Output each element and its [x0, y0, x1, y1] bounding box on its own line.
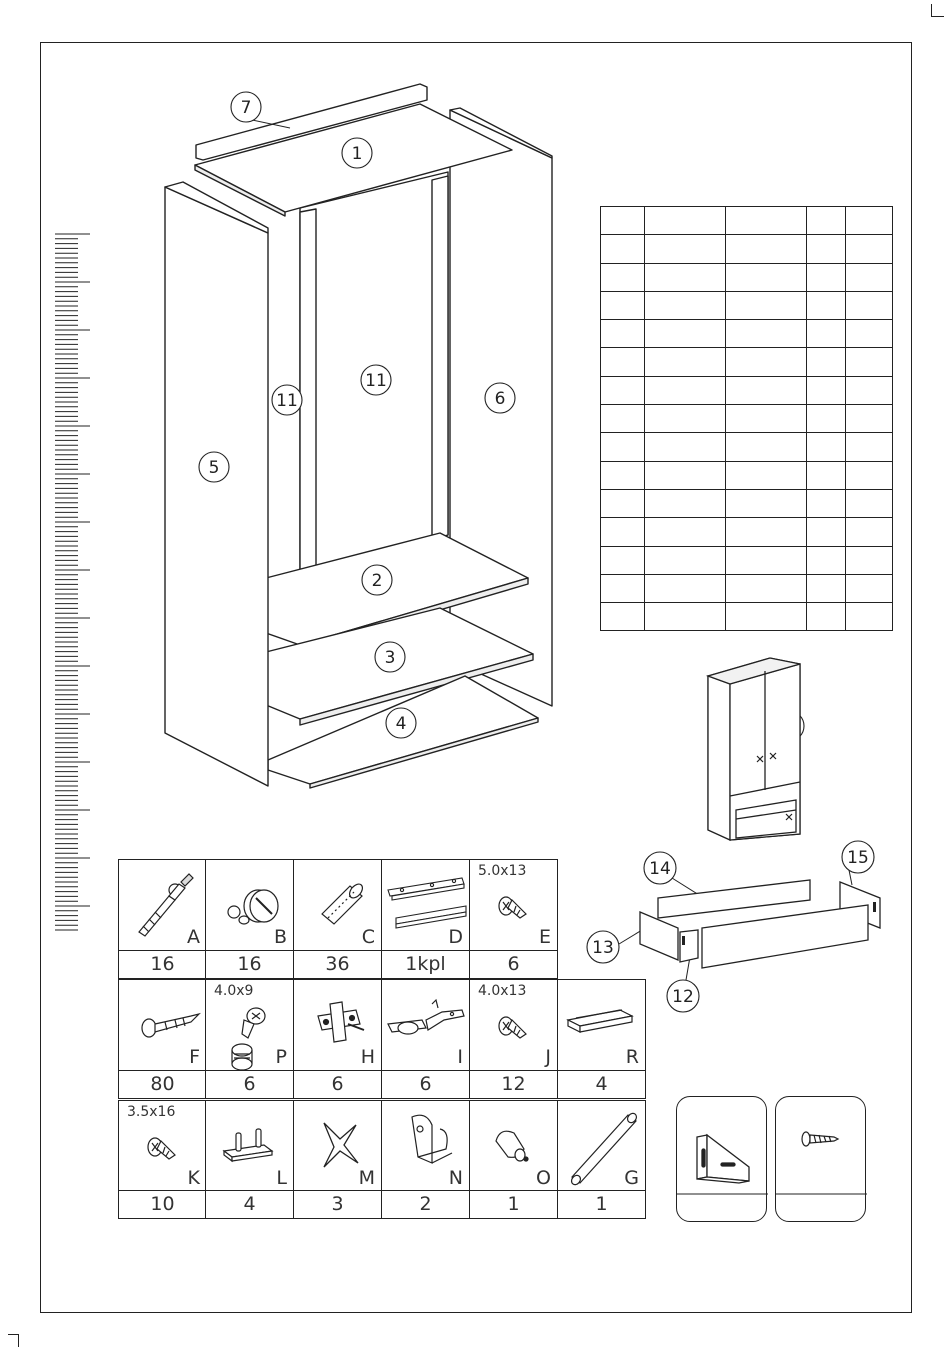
hardware-quantity: 12	[469, 1070, 558, 1099]
hardware-letter: O	[536, 1167, 551, 1189]
table-row	[601, 348, 893, 376]
label-12: 12	[672, 987, 694, 1007]
table-row	[601, 603, 893, 631]
hardware-quantity: 4	[557, 1070, 646, 1099]
table-row	[601, 461, 893, 489]
table-cell	[807, 518, 846, 546]
table-cell	[726, 518, 807, 546]
table-cell	[726, 405, 807, 433]
hardware-letter: F	[189, 1046, 200, 1068]
table-cell	[645, 433, 726, 461]
hardware-letter: H	[360, 1046, 375, 1068]
label-4: 4	[395, 714, 407, 734]
table-cell	[645, 574, 726, 602]
hardware-spec: 3.5x16	[127, 1104, 176, 1120]
hardware-cell-r	[557, 979, 646, 1071]
table-cell	[601, 291, 645, 319]
table-row	[601, 263, 893, 291]
table-cell	[807, 546, 846, 574]
table-cell	[846, 574, 893, 602]
label-5: 5	[208, 458, 220, 478]
hardware-quantity: 1	[469, 1190, 558, 1219]
table-cell	[645, 518, 726, 546]
table-cell	[726, 320, 807, 348]
hardware-quantity: 16	[118, 950, 207, 979]
table-cell	[846, 405, 893, 433]
table-cell	[726, 603, 807, 631]
table-cell	[726, 489, 807, 517]
hardware-letter: E	[538, 926, 551, 948]
table-row	[601, 291, 893, 319]
table-cell	[601, 433, 645, 461]
hardware-cell-p	[205, 979, 294, 1071]
table-cell	[601, 320, 645, 348]
table-cell	[846, 376, 893, 404]
table-cell	[726, 291, 807, 319]
assembled-wardrobe-view	[700, 650, 810, 850]
table-cell	[601, 603, 645, 631]
table-row	[601, 433, 893, 461]
drawer-front-10	[702, 905, 868, 968]
table-cell	[645, 235, 726, 263]
table-cell	[807, 405, 846, 433]
hardware-quantity: 6	[205, 1070, 294, 1099]
table-cell	[807, 461, 846, 489]
table-row	[601, 376, 893, 404]
label-7: 7	[240, 98, 252, 118]
label-11-center: 11	[365, 371, 387, 391]
table-cell	[846, 489, 893, 517]
hardware-letter: B	[273, 926, 287, 948]
hardware-quantity: 6	[381, 1070, 470, 1099]
table-cell	[645, 320, 726, 348]
label-13: 13	[592, 938, 614, 958]
panel-13	[640, 912, 678, 960]
table-cell	[726, 546, 807, 574]
table-cell	[726, 263, 807, 291]
table-row	[601, 546, 893, 574]
hardware-cell-k	[118, 1100, 207, 1192]
hardware-letter: L	[276, 1167, 287, 1189]
table-cell	[645, 405, 726, 433]
table-row	[601, 518, 893, 546]
hardware-cell-i	[381, 979, 470, 1071]
hardware-cell-m	[293, 1100, 382, 1192]
table-row	[601, 574, 893, 602]
table-cell	[645, 489, 726, 517]
label-6: 6	[494, 389, 506, 409]
table-cell	[645, 291, 726, 319]
hardware-quantity: 3	[293, 1190, 382, 1219]
hardware-spec: 5.0x13	[478, 863, 527, 879]
table-cell	[601, 518, 645, 546]
label-1: 1	[351, 144, 363, 164]
table-cell	[645, 603, 726, 631]
table-cell	[846, 235, 893, 263]
table-row	[601, 207, 893, 235]
table-cell	[807, 320, 846, 348]
hardware-quantity: 16	[205, 950, 294, 979]
hardware-quantity: 80	[118, 1070, 207, 1099]
table-cell	[645, 546, 726, 574]
table-cell	[807, 207, 846, 235]
hardware-cell-b	[205, 859, 294, 951]
table-cell	[601, 263, 645, 291]
table-cell	[807, 489, 846, 517]
hardware-letter: D	[448, 926, 463, 948]
table-cell	[846, 291, 893, 319]
hardware-cell-g	[557, 1100, 646, 1192]
hardware-spec: 4.0x13	[478, 983, 527, 999]
hardware-quantity: 36	[293, 950, 382, 979]
panel-14	[658, 880, 810, 918]
table-cell	[601, 348, 645, 376]
table-cell	[807, 263, 846, 291]
hardware-quantity: 6	[293, 1070, 382, 1099]
hardware-quantity: 4	[205, 1190, 294, 1219]
hardware-cell-f	[118, 979, 207, 1071]
panel-12	[680, 930, 698, 962]
table-cell	[726, 574, 807, 602]
table-cell	[846, 433, 893, 461]
table-cell	[807, 376, 846, 404]
table-cell	[807, 348, 846, 376]
table-cell	[601, 207, 645, 235]
table-cell	[846, 518, 893, 546]
table-cell	[645, 263, 726, 291]
hardware-letter: C	[361, 926, 375, 948]
table-cell	[726, 207, 807, 235]
table-cell	[601, 546, 645, 574]
hardware-cell-h	[293, 979, 382, 1071]
hardware-cell-e	[469, 859, 558, 951]
label-15: 15	[847, 848, 869, 868]
hardware-letter: G	[624, 1167, 639, 1189]
hardware-cell-d	[381, 859, 470, 951]
hardware-letter: M	[358, 1167, 375, 1189]
table-cell	[645, 461, 726, 489]
table-row	[601, 489, 893, 517]
table-cell	[645, 207, 726, 235]
hardware-letter: R	[625, 1046, 639, 1068]
table-cell	[726, 376, 807, 404]
table-cell	[846, 348, 893, 376]
hardware-letter: J	[545, 1046, 551, 1068]
table-cell	[807, 291, 846, 319]
wall-bracket-icon	[677, 1097, 768, 1223]
table-cell	[846, 461, 893, 489]
drawer-exploded-view	[630, 870, 890, 980]
table-cell	[601, 235, 645, 263]
wood-screw-icon	[776, 1097, 867, 1223]
table-cell	[601, 461, 645, 489]
table-cell	[601, 405, 645, 433]
label-14: 14	[649, 859, 671, 879]
hardware-cell-c	[293, 859, 382, 951]
table-cell	[726, 235, 807, 263]
table-row	[601, 320, 893, 348]
table-cell	[846, 207, 893, 235]
tool-box-bracket	[676, 1096, 767, 1222]
hardware-letter: N	[448, 1167, 463, 1189]
tool-box-screw	[775, 1096, 866, 1222]
table-cell	[645, 348, 726, 376]
hardware-letter: I	[457, 1046, 463, 1068]
hardware-cell-o	[469, 1100, 558, 1192]
hardware-quantity: 6	[469, 950, 558, 979]
hardware-cell-l	[205, 1100, 294, 1192]
hardware-quantity: 1	[557, 1190, 646, 1219]
table-cell	[726, 461, 807, 489]
table-cell	[726, 348, 807, 376]
table-row	[601, 405, 893, 433]
hardware-letter: P	[275, 1046, 287, 1068]
crop-mark-bottom-left	[8, 1334, 19, 1347]
table-cell	[601, 489, 645, 517]
hardware-cell-n	[381, 1100, 470, 1192]
table-cell	[846, 320, 893, 348]
parts-list-table	[600, 206, 893, 631]
hardware-letter: K	[187, 1167, 200, 1189]
hardware-letter: A	[187, 926, 200, 948]
hardware-spec: 4.0x9	[214, 983, 254, 999]
table-cell	[807, 603, 846, 631]
table-cell	[726, 433, 807, 461]
table-cell	[807, 433, 846, 461]
table-cell	[846, 603, 893, 631]
hardware-quantity: 1kpl	[381, 950, 470, 979]
table-cell	[601, 574, 645, 602]
table-cell	[807, 235, 846, 263]
label-2: 2	[371, 571, 383, 591]
table-cell	[846, 546, 893, 574]
hardware-cell-a	[118, 859, 207, 951]
hardware-quantity: 10	[118, 1190, 207, 1219]
label-11-left: 11	[276, 391, 298, 411]
table-cell	[807, 574, 846, 602]
hardware-cell-j	[469, 979, 558, 1071]
table-cell	[645, 376, 726, 404]
hardware-quantity: 2	[381, 1190, 470, 1219]
table-row	[601, 235, 893, 263]
table-cell	[846, 263, 893, 291]
table-cell	[601, 376, 645, 404]
label-3: 3	[384, 648, 396, 668]
